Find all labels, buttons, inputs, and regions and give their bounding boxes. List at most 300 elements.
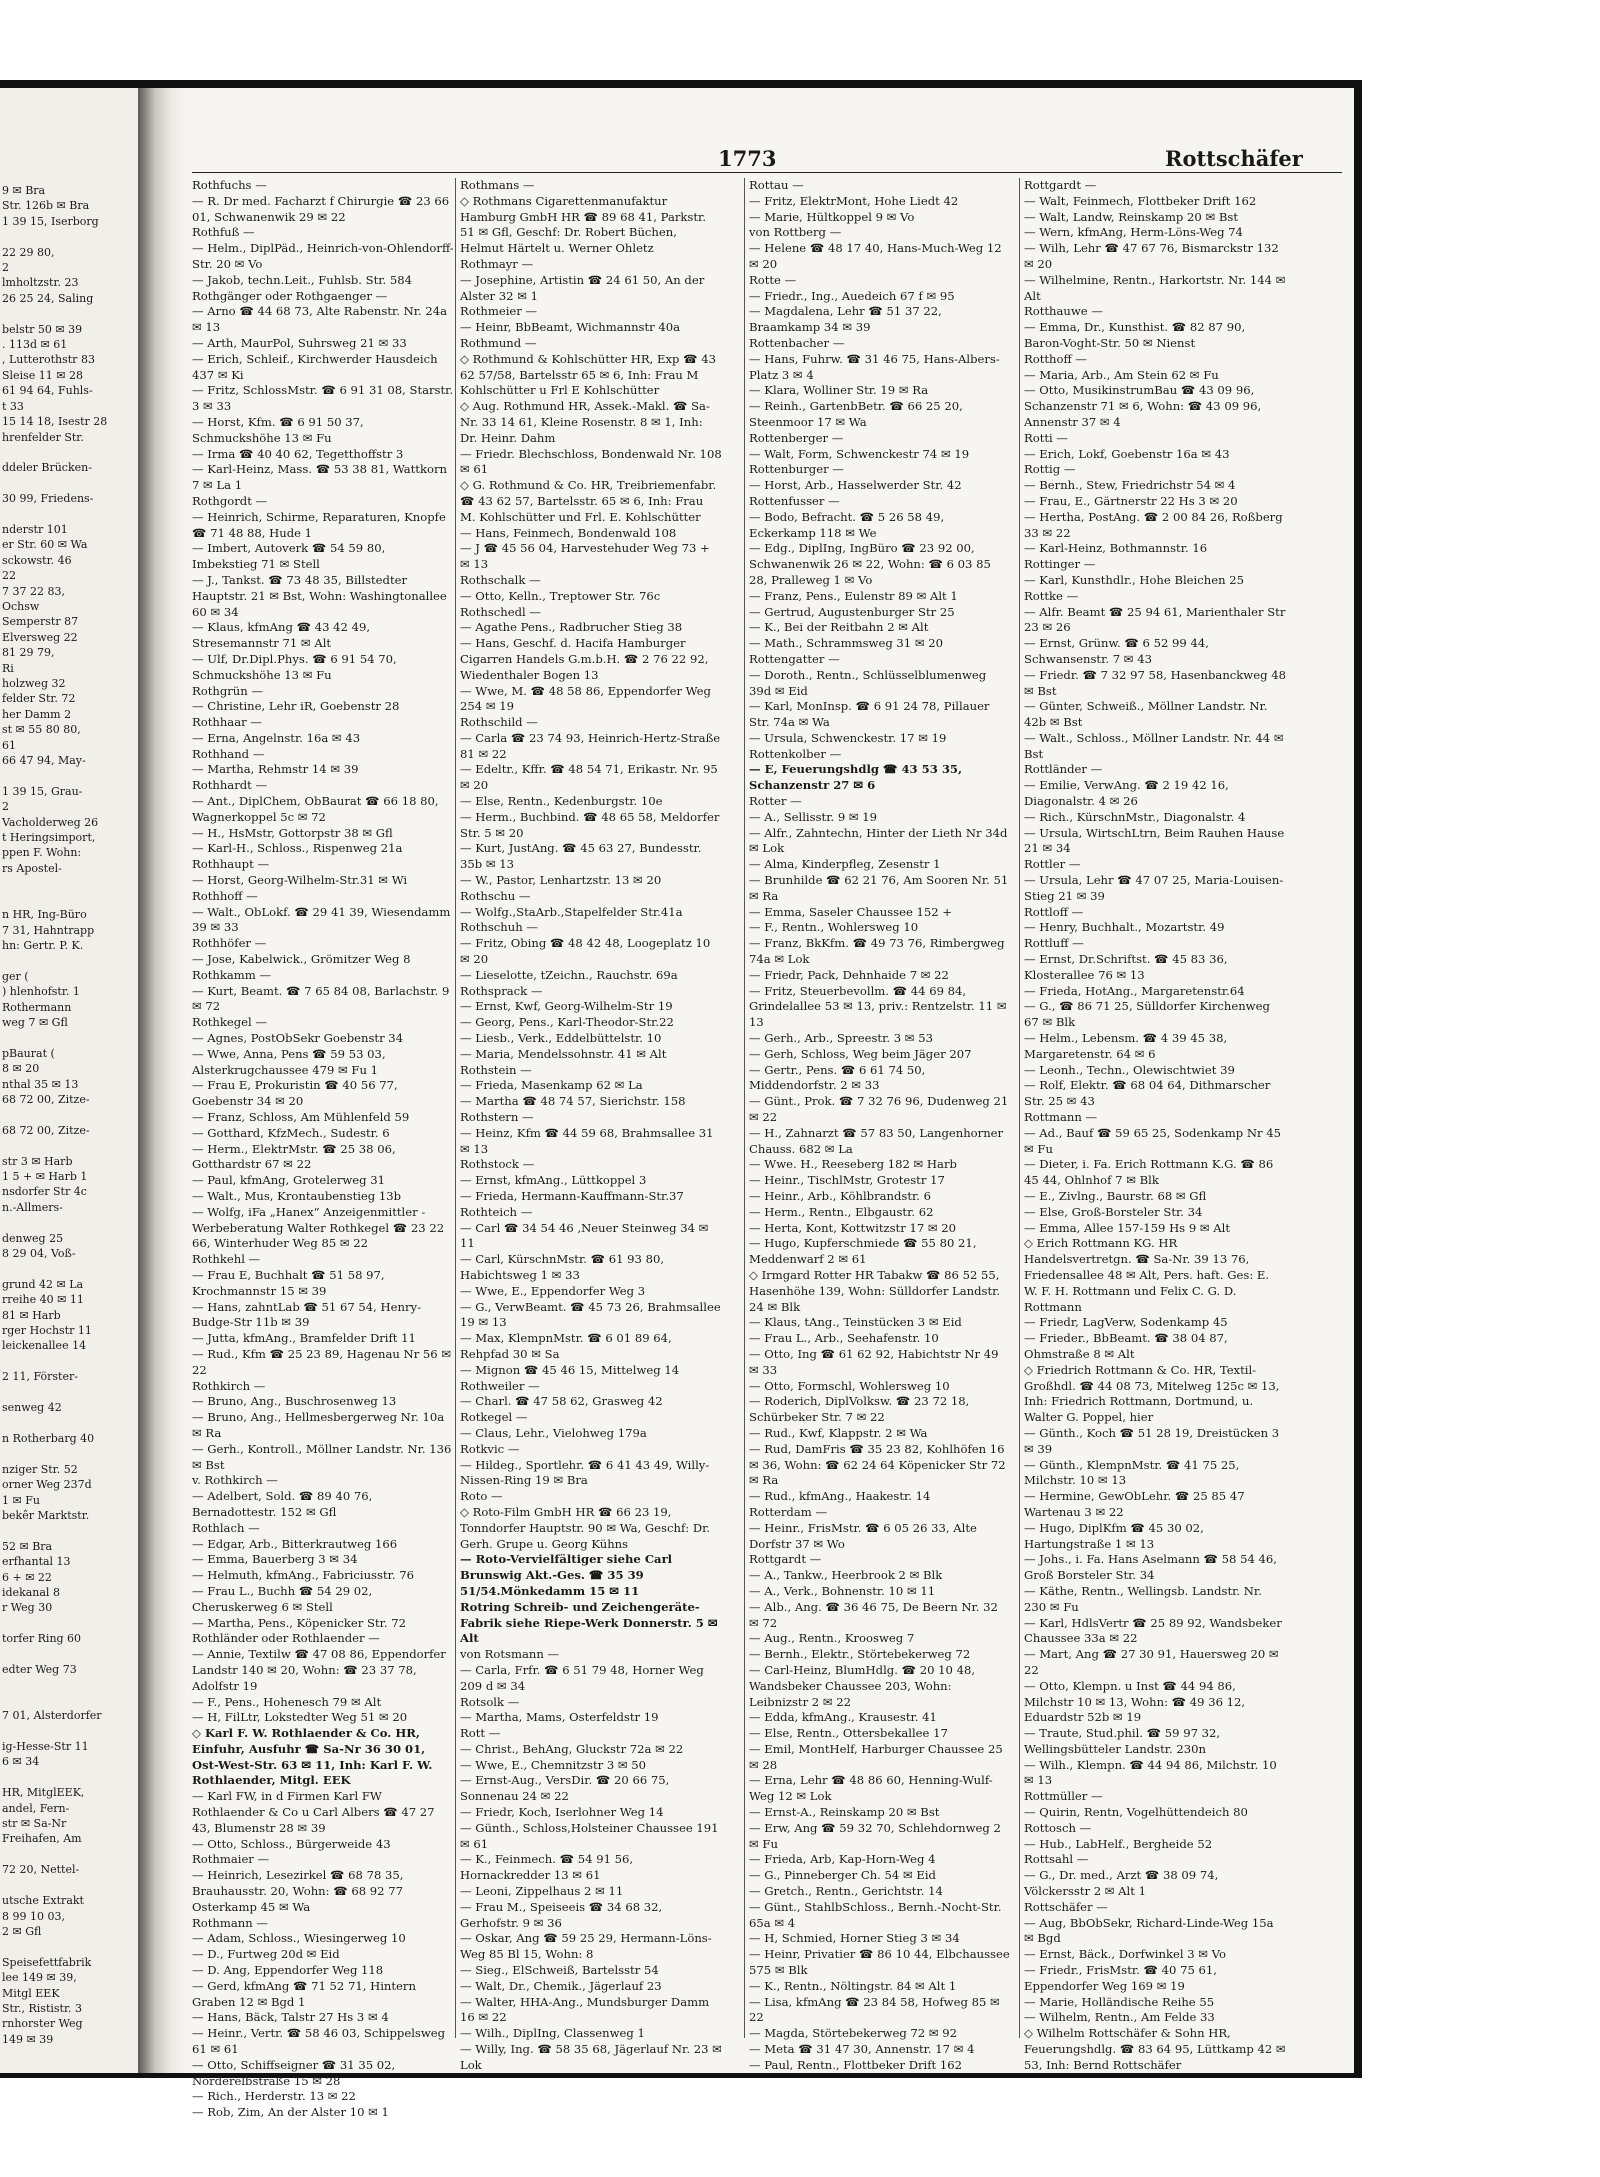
- directory-entry: — Walt, Feinmech, Flottbeker Drift 162: [1024, 193, 1257, 208]
- surname-heading: Rothgänger oder Rothgaenger —: [192, 288, 388, 303]
- directory-entry: — Math., Schrammsweg 31 ✉ 20: [749, 636, 944, 651]
- directory-entry: — Frau E, Buchhalt ☎ 51 58 97, Krochmannstr 15 ✉ 39: [192, 1267, 385, 1298]
- directory-entry: — Emilie, VerwAng. ☎ 2 19 42 16, Diagonalstr. 4 ✉ 26: [1024, 778, 1229, 809]
- directory-entry: — Johs., i. Fa. Hans Aselmann ☎ 58 54 46, Groß Borsteler Str. 34: [1024, 1552, 1277, 1583]
- directory-entry: — Heinr., Arb., Köhlbrandstr. 6: [749, 1189, 932, 1203]
- left-fragment-line: t 33: [2, 399, 24, 413]
- surname-heading: Rottinger —: [1024, 557, 1096, 572]
- directory-entry: — Roto-Vervielfältiger siehe Carl Brunswig Akt.-Ges. ☎ 35 39 51/54.Mönkedamm 15 ✉ 11: [460, 1552, 673, 1598]
- directory-entry: Rotring Schreib- und Zeichengeräte-Fabrik siehe Riepe-Werk Donnerstr. 5 ✉ Alt: [460, 1599, 718, 1646]
- directory-entry: — Oskar, Ang ☎ 59 25 29, Hermann-Löns-Weg 85 Bl 15, Wohn: 8: [460, 1931, 712, 1962]
- directory-entry: — Lisa, kfmAng ☎ 23 84 58, Hofweg 85 ✉ 22: [749, 1994, 1000, 2025]
- left-fragment-line: [2, 1939, 134, 1954]
- directory-entry: — Leonh., Techn., Olewischtwiet 39: [1024, 1062, 1235, 1077]
- left-fragment-line: 9 ✉ Bra: [2, 184, 46, 197]
- left-fragment-line: [2, 229, 134, 244]
- directory-entry: — H., Zahnarzt ☎ 57 83 50, Langenhorner Chauss. 682 ✉ La: [749, 1125, 1004, 1156]
- surname-heading: Rott —: [460, 1726, 501, 1741]
- left-fragment-line: [2, 1354, 134, 1369]
- directory-entry: — Heinr, BbBeamt, Wichmannstr 40a: [460, 320, 681, 335]
- surname-heading: Rothgrün —: [192, 683, 264, 698]
- left-fragment-line: senweg 42: [2, 1401, 62, 1415]
- directory-entry: — Carl, KürschnMstr. ☎ 61 93 80, Habichtsweg 1 ✉ 33: [460, 1252, 665, 1282]
- directory-entry: — Charl. ☎ 47 58 62, Grasweg 42: [460, 1394, 663, 1409]
- directory-entry: — Annie, Textilw ☎ 47 08 86, Eppendorfer Landstr 140 ✉ 20, Wohn: ☎ 23 37 78, Adolfstr 19: [192, 1647, 446, 1693]
- directory-entry: — Alma, Kinderpfleg, Zesenstr 1: [749, 857, 941, 872]
- left-fragment-line: bekêr Marktstr.: [2, 1508, 90, 1522]
- directory-entry: — Traute, Stud.phil. ☎ 59 97 32, Wellingsbütteler Landstr. 230n: [1024, 1726, 1221, 1756]
- directory-entry: — Else, Rentn., Ottersbekallee 17: [749, 1726, 948, 1741]
- directory-entry: — Rud., Kfm ☎ 25 23 89, Hagenau Nr 56 ✉ 22: [192, 1346, 452, 1377]
- directory-entry: — Horst, Kfm. ☎ 6 91 50 37, Schmuckshöhe 13 ✉ Fu: [192, 414, 364, 445]
- directory-entry: — Karl-H., Schloss., Rispenweg 21a: [192, 841, 403, 856]
- left-page-fragment: [0, 88, 138, 2073]
- directory-entry: — Max, KlempnMstr. ☎ 6 01 89 64, Rehpfad 30 ✉ Sa: [460, 1331, 672, 1361]
- directory-entry: — Günth., Koch ☎ 51 28 19, Dreistücken 3 ✉ 39: [1024, 1425, 1280, 1456]
- directory-entry: — Wwe. H., Reeseberg 182 ✉ Harb: [749, 1157, 957, 1172]
- surname-heading: Rothstock —: [460, 1157, 535, 1172]
- directory-entry: — Frieda, Masenkamp 62 ✉ La: [460, 1078, 643, 1093]
- left-fragment-line: 7 01, Alsterdorfer: [2, 1709, 102, 1723]
- left-fragment-line: nziger Str. 52: [2, 1462, 78, 1476]
- directory-entry: — Wern, kfmAng, Herm-Löns-Weg 74: [1024, 225, 1243, 240]
- directory-entry: — Franz, Schloss, Am Mühlenfeld 59: [192, 1110, 410, 1125]
- surname-heading: Rottke —: [1024, 588, 1079, 603]
- directory-entry: — Frieda, HotAng., Margaretenstr.64: [1024, 983, 1245, 998]
- left-fragment-line: 15 14 18, Isestr 28: [2, 415, 108, 429]
- surname-heading: Rothsprack —: [460, 983, 543, 998]
- surname-heading: Rottenbacher —: [749, 335, 845, 350]
- directory-entry: — Martha, Mams, Osterfeldstr 19: [460, 1710, 659, 1725]
- surname-heading: Rothschild —: [460, 715, 538, 730]
- left-page-text: [2, 183, 134, 2047]
- directory-entry: — Wwe, E., Chemnitzstr 3 ✉ 50: [460, 1757, 647, 1772]
- directory-entry: — Heinr., FrisMstr. ☎ 6 05 26 33, Alte Dorfstr 37 ✉ Wo: [749, 1520, 977, 1551]
- surname-heading: Rothmans —: [460, 178, 535, 192]
- directory-entry: — Walt., ObLokf. ☎ 29 41 39, Wiesendamm 39 ✉ 33: [192, 904, 451, 935]
- directory-entry: — Gertrud, Augustenburger Str 25: [749, 604, 955, 619]
- directory-entry: — Rich., KürschnMstr., Diagonalstr. 4: [1024, 809, 1246, 824]
- directory-entry: — Martha, Rehmstr 14 ✉ 39: [192, 762, 359, 777]
- directory-entry: ◇ Karl F. W. Rothlaender & Co. HR, Einfuhr, Ausfuhr ☎ Sa-Nr 36 30 01, Ost-West-Str. 63 ✉ 11, Inh: Karl F. W. Rothlaender, Mitgl. EEK: [192, 1726, 433, 1788]
- directory-entry: — J ☎ 45 56 04, Harvestehuder Weg 73 + ✉ 13: [460, 541, 710, 572]
- left-fragment-line: belstr 50 ✉ 39: [2, 322, 83, 336]
- directory-entry: — Erna, Lehr ☎ 48 86 60, Henning-Wulf-Weg 12 ✉ Lok: [749, 1773, 993, 1804]
- directory-entry: — Paul, Rentn., Flottbeker Drift 162: [749, 2057, 963, 2072]
- directory-entry: — Friedr, Pack, Dehnhaide 7 ✉ 22: [749, 967, 949, 982]
- directory-entry: — Ernst, Bäck., Dorfwinkel 3 ✉ Vo: [1024, 1947, 1226, 1962]
- directory-entry: — Otto, MusikinstrumBau ☎ 43 09 96, Schanzenstr 71 ✉ 6, Wohn: ☎ 43 09 96, Annenstr 37 ✉ 4: [1024, 383, 1262, 429]
- directory-entry: — Franz, BkKfm. ☎ 49 73 76, Rimbergweg 74a ✉ Lok: [749, 936, 1005, 967]
- left-fragment-line: idekanal 8: [2, 1585, 60, 1599]
- left-fragment-line: nderstr 101: [2, 522, 68, 536]
- left-fragment-line: 6 + ✉ 22: [2, 1570, 52, 1584]
- directory-entry: — Paul, kfmAng, Grotelerweg 31: [192, 1173, 386, 1188]
- directory-entry: — Henry, Buchhalt., Mozartstr. 49: [1024, 920, 1225, 935]
- surname-heading: Rothmann —: [192, 1915, 268, 1930]
- left-fragment-line: utsche Extrakt: [2, 1894, 84, 1908]
- directory-entry: — Maria, Arb., Am Stein 62 ✉ Fu: [1024, 367, 1219, 382]
- surname-heading: Rotthauwe —: [1024, 304, 1103, 319]
- directory-entry: — Gretch., Rentn., Gerichtstr. 14: [749, 1884, 943, 1899]
- directory-entry: — Friedr. ☎ 7 32 97 58, Hasenbanckweg 48 ✉ Bst: [1024, 667, 1286, 698]
- surname-heading: Rothkegel —: [192, 1015, 267, 1030]
- left-fragment-line: Ochsw: [2, 599, 40, 613]
- directory-entry: — Mignon ☎ 45 46 15, Mittelweg 14: [460, 1362, 680, 1377]
- left-fragment-line: [2, 892, 134, 907]
- directory-entry: — Leoni, Zippelhaus 2 ✉ 11: [460, 1884, 624, 1899]
- left-fragment-line: [2, 1416, 134, 1431]
- left-fragment-line: n HR, Ing-Büro: [2, 908, 87, 922]
- surname-heading: Rothhöfer —: [192, 936, 267, 951]
- left-fragment-line: nthal 35 ✉ 13: [2, 1077, 79, 1091]
- left-fragment-line: 81 29 79,: [2, 646, 55, 660]
- left-fragment-line: holzweg 32: [2, 677, 66, 690]
- left-fragment-line: 22: [2, 569, 16, 583]
- directory-entry: — Josephine, Artistin ☎ 24 61 50, An der Alster 32 ✉ 1: [460, 272, 705, 303]
- left-fragment-line: [2, 507, 134, 522]
- left-fragment-line: 7 37 22 83,: [2, 584, 65, 598]
- left-fragment-line: 61 94 64, Fuhls-: [2, 384, 93, 398]
- surname-heading: Rotsolk —: [460, 1694, 520, 1709]
- directory-entry: — Wilh, Lehr ☎ 47 67 76, Bismarckstr 132 ✉ 20: [1024, 241, 1279, 271]
- directory-entry: — Meta ☎ 31 47 30, Annenstr. 17 ✉ 4: [749, 2042, 975, 2057]
- left-fragment-line: 68 72 00, Zitze-: [2, 1092, 90, 1106]
- left-fragment-line: 68 72 00, Zitze-: [2, 1123, 90, 1137]
- left-fragment-line: [2, 1677, 134, 1692]
- left-fragment-line: [2, 768, 134, 783]
- directory-entry: — Helene ☎ 48 17 40, Hans-Much-Weg 12 ✉ 20: [749, 241, 1002, 271]
- left-fragment-line: st ✉ 55 80 80,: [2, 723, 81, 737]
- directory-entry: — D. Ang, Eppendorfer Weg 118: [192, 1963, 384, 1978]
- directory-entry: — Karl, MonInsp. ☎ 6 91 24 78, Pillauer Str. 74a ✉ Wa: [749, 699, 990, 730]
- directory-entry: — Ernst-Aug., VersDir. ☎ 20 66 75, Sonnenau 24 ✉ 22: [460, 1773, 670, 1804]
- surname-heading: Rotter —: [749, 794, 802, 809]
- directory-entry: — Günt., Prok. ☎ 7 32 76 96, Dudenweg 21 ✉ 22: [749, 1094, 1009, 1125]
- directory-entry: — Ernst, Kwf, Georg-Wilhelm-Str 19: [460, 999, 673, 1014]
- left-fragment-line: [2, 445, 134, 460]
- surname-heading: Rothfuß —: [192, 225, 255, 240]
- left-fragment-line: 8 ✉ 20: [2, 1062, 40, 1076]
- surname-heading: Rottenfusser —: [749, 493, 840, 508]
- directory-entry: — Dieter, i. Fa. Erich Rottmann K.G. ☎ 86 45 44, Ohlnhof 7 ✉ Blk: [1024, 1157, 1274, 1188]
- directory-entry: — Helm., DiplPäd., Heinrich-von-Ohlendorff-Str. 20 ✉ Vo: [192, 241, 454, 271]
- directory-entry: — Georg, Pens., Karl-Theodor-Str.22: [460, 1015, 674, 1030]
- directory-entry: — Herm., Rentn., Elbgaustr. 62: [749, 1204, 934, 1219]
- directory-entry: — Magda, Störtebekerweg 72 ✉ 92: [749, 2026, 958, 2041]
- directory-entry: — Alb., Ang. ☎ 36 46 75, De Beern Nr. 32 ✉ 72: [749, 1599, 998, 1630]
- left-fragment-line: 26 25 24, Saling: [2, 291, 94, 305]
- surname-heading: Rotkegel —: [460, 1410, 528, 1425]
- directory-entry: — Ernst, kfmAng., Lüttkoppel 3: [460, 1173, 647, 1188]
- directory-entry: — Ernst-A., Reinskamp 20 ✉ Bst: [749, 1805, 940, 1820]
- directory-entry: — Arno ☎ 44 68 73, Alte Rabenstr. Nr. 24a ✉ 13: [192, 304, 448, 335]
- directory-entry: — Wwe, E., Eppendorfer Weg 3: [460, 1283, 646, 1298]
- surname-heading: Rothschuh —: [460, 920, 538, 935]
- directory-entry: — Bruno, Ang., Buschrosenweg 13: [192, 1394, 397, 1409]
- directory-entry: — Hub., LabHelf., Bergheide 52: [1024, 1836, 1213, 1851]
- directory-entry: — K., Feinmech. ☎ 54 91 56, Hornackredder 13 ✉ 61: [460, 1852, 634, 1883]
- directory-entry: — Otto, Schloss., Bürgerweide 43: [192, 1836, 391, 1851]
- directory-entry: — Klara, Wolliner Str. 19 ✉ Ra: [749, 383, 929, 398]
- directory-entry: — Frau E, Prokuristin ☎ 40 56 77, Goebenstr 34 ✉ 20: [192, 1078, 398, 1109]
- directory-entry: — Herm., Buchbind. ☎ 48 65 58, Meldorfer Str. 5 ✉ 20: [460, 809, 720, 840]
- directory-entry: — Frieda, Hermann-Kauffmann-Str.37: [460, 1189, 684, 1203]
- surname-heading: Rothmayr —: [460, 256, 534, 271]
- directory-entry: — Karl, Kunsthdlr., Hohe Bleichen 25: [1024, 572, 1244, 587]
- left-fragment-line: 1 39 15, Grau-: [2, 784, 83, 798]
- directory-entry: — Edeltr., Kffr. ☎ 48 54 71, Erikastr. Nr. 95 ✉ 20: [460, 762, 718, 793]
- directory-entry: — Brunhilde ☎ 62 21 76, Am Sooren Nr. 51 ✉ Ra: [749, 873, 1009, 903]
- directory-entry: — Agnes, PostObSekr Goebenstr 34: [192, 1031, 404, 1046]
- directory-entry: — Erna, Angelnstr. 16a ✉ 43: [192, 730, 361, 745]
- directory-entry: — Hans, Bäck, Talstr 27 Hs 3 ✉ 4: [192, 2010, 389, 2025]
- left-fragment-line: Str. 126b ✉ Bra: [2, 199, 90, 213]
- surname-heading: Rothlach —: [192, 1520, 260, 1535]
- left-fragment-line: [2, 1647, 134, 1662]
- directory-entry: — Emma, Bauerberg 3 ✉ 34: [192, 1552, 358, 1567]
- directory-entry: — Arth, MaurPol, Suhrsweg 21 ✉ 33: [192, 335, 407, 350]
- surname-heading: Rothmaier —: [192, 1852, 270, 1867]
- left-fragment-line: 2: [2, 800, 9, 814]
- directory-entry: — Ad., Bauf ☎ 59 65 25, Sodenkamp Nr 45 ✉ Fu: [1024, 1125, 1281, 1156]
- column-divider: [1019, 178, 1020, 2038]
- left-fragment-line: 8 99 10 03,: [2, 1909, 65, 1923]
- directory-entry: — Karl FW, in d Firmen Karl FW Rothlaender & Co u Carl Albers ☎ 47 27 43, Blumenstr 28 ✉ 39: [192, 1789, 435, 1835]
- directory-entry: — Heinrich, Lesezirkel ☎ 68 78 35, Brauhausstr. 20, Wohn: ☎ 68 92 77 Osterkamp 45 ✉ Wa: [192, 1868, 404, 1914]
- left-fragment-line: leickenallee 14: [2, 1339, 87, 1353]
- left-fragment-line: 1 ✉ Fu: [2, 1493, 40, 1507]
- left-fragment-line: [2, 1523, 134, 1538]
- directory-entry: — Gerh., Kontroll., Möllner Landstr. Nr. 136 ✉ Bst: [192, 1441, 452, 1472]
- directory-entry: — Hans, Feinmech, Bondenwald 108: [460, 525, 677, 540]
- directory-entry: — Maria, Mendelssohnstr. 41 ✉ Alt: [460, 1046, 667, 1061]
- directory-entry: — Franz, Pens., Eulenstr 89 ✉ Alt 1: [749, 588, 958, 603]
- directory-entry: — F., Rentn., Wohlersweg 10: [749, 920, 919, 935]
- directory-entry: — Carl-Heinz, BlumHdlg. ☎ 20 10 48, Wandsbeker Chaussee 203, Wohn: Leibnizstr 2 ✉ 22: [749, 1662, 976, 1709]
- left-fragment-line: 2: [2, 261, 9, 275]
- left-fragment-line: [2, 476, 134, 491]
- left-fragment-line: grund 42 ✉ La: [2, 1277, 84, 1291]
- left-fragment-line: 22 29 80,: [2, 245, 55, 259]
- directory-entry: ◇ Aug. Rothmund HR, Assek.-Makl. ☎ Sa-Nr. 33 14 61, Kleine Rosenstr. 8 ✉ 1, Inh: Dr. Heinr. Dahm: [460, 399, 710, 445]
- left-fragment-line: edter Weg 73: [2, 1663, 77, 1676]
- surname-heading: von Rottberg —: [749, 225, 842, 240]
- surname-heading: Rothstern —: [460, 1110, 534, 1125]
- directory-entry: — Karl-Heinz, Bothmannstr. 16: [1024, 541, 1208, 556]
- directory-entry: — Frau M., Speiseeis ☎ 34 68 32, Gerhofstr. 9 ✉ 36: [460, 1899, 663, 1930]
- directory-entry: — Mart, Ang ☎ 27 30 91, Hauersweg 20 ✉ 22: [1024, 1647, 1279, 1677]
- directory-entry: — Hans, Geschf. d. Hacifa Hamburger Cigarren Handels G.m.b.H. ☎ 2 76 22 92, Wiedenthaler Bogen 13: [460, 636, 709, 682]
- surname-heading: Rottsahl —: [1024, 1852, 1089, 1867]
- directory-entry: — Gerh, Schloss, Weg beim Jäger 207: [749, 1046, 972, 1061]
- left-fragment-line: ppen F. Wohn:: [2, 846, 82, 860]
- directory-entry: — Hugo, DiplKfm ☎ 45 30 02, Hartungstraße 1 ✉ 13: [1024, 1520, 1204, 1551]
- surname-heading: Rothmeier —: [460, 304, 538, 319]
- left-fragment-line: Semperstr 87: [2, 615, 79, 629]
- left-fragment-line: 2 ✉ Gfl: [2, 1924, 42, 1938]
- directory-column-2: [460, 178, 722, 2072]
- left-fragment-line: pBaurat (: [2, 1046, 55, 1060]
- directory-entry: — Friedr, Koch, Iserlohner Weg 14: [460, 1805, 664, 1820]
- surname-heading: Rottgardt —: [749, 1552, 822, 1567]
- directory-entry: — Wilh., Klempn. ☎ 44 94 86, Milchstr. 10 ✉ 13: [1024, 1757, 1277, 1788]
- directory-entry: — Fritz, ElektrMont, Hohe Liedt 42: [749, 193, 959, 208]
- left-fragment-line: [2, 1616, 134, 1631]
- left-fragment-line: torfer Ring 60: [2, 1632, 82, 1646]
- left-fragment-line: rger Hochstr 11: [2, 1324, 92, 1338]
- page-number: 1773: [718, 146, 777, 171]
- surname-heading: Rothhaar —: [192, 715, 262, 730]
- directory-entry: — Friedr. Blechschloss, Bondenwald Nr. 108 ✉ 61: [460, 446, 722, 477]
- directory-entry: — Edg., DiplIng, IngBüro ☎ 23 92 00, Schwanenwik 26 ✉ 22, Wohn: ☎ 6 03 85 28, Pralleweg 1 ✉ Vo: [749, 541, 991, 587]
- directory-entry: — Hugo, Kupferschmiede ☎ 55 80 21, Meddenwarf 2 ✉ 61: [749, 1236, 977, 1267]
- directory-entry: — Ursula, Schwenckestr. 17 ✉ 19: [749, 730, 947, 745]
- surname-heading: Roto —: [460, 1489, 503, 1504]
- directory-entry: — Marie, Holländische Reihe 55: [1024, 1994, 1215, 2009]
- directory-entry: — Bodo, Befracht. ☎ 5 26 58 49, Eckerkamp 118 ✉ We: [749, 509, 945, 540]
- left-fragment-line: rs Apostel-: [2, 861, 62, 875]
- directory-entry: — Walt, Landw, Reinskamp 20 ✉ Bst: [1024, 209, 1238, 224]
- directory-entry: — G., VerwBeamt. ☎ 45 73 26, Brahmsallee 19 ✉ 13: [460, 1299, 721, 1330]
- directory-entry: — R. Dr med. Facharzt f Chirurgie ☎ 23 66 01, Schwanenwik 29 ✉ 22: [192, 193, 450, 224]
- directory-entry: — Kurt, Beamt. ☎ 7 65 84 08, Barlachstr. 9 ✉ 72: [192, 983, 450, 1014]
- directory-entry: — Ursula, WirtschLtrn, Beim Rauhen Hause 21 ✉ 34: [1024, 825, 1285, 856]
- surname-heading: Rottländer —: [1024, 762, 1103, 777]
- left-fragment-line: [2, 1446, 134, 1461]
- surname-heading: Rothländer oder Rothlaender —: [192, 1631, 380, 1646]
- surname-heading: Rothschu —: [460, 888, 531, 903]
- directory-entry: — Imbert, Autoverk ☎ 54 59 80, Imbekstieg 71 ✉ Stell: [192, 541, 386, 572]
- column-divider: [744, 178, 745, 2038]
- directory-entry: — Horst, Georg-Wilhelm-Str.31 ✉ Wi: [192, 873, 408, 888]
- directory-entry: — Karl-Heinz, Mass. ☎ 53 38 81, Wattkorn 7 ✉ La 1: [192, 462, 447, 493]
- directory-entry: — Martha ☎ 48 74 57, Sierichstr. 158: [460, 1094, 686, 1109]
- left-fragment-line: her Damm 2: [2, 707, 72, 721]
- surname-heading: Rothweiler —: [460, 1378, 540, 1393]
- directory-entry: — Frieda, Arb, Kap-Horn-Weg 4: [749, 1852, 936, 1867]
- left-fragment-line: hrenfelder Str.: [2, 430, 84, 444]
- surname-heading: Rottenburger —: [749, 462, 844, 477]
- left-fragment-line: [2, 953, 134, 968]
- directory-entry: — Else, Rentn., Kedenburgstr. 10e: [460, 794, 663, 809]
- surname-heading: Rotte —: [749, 272, 797, 287]
- left-fragment-line: 66 47 94, May-: [2, 754, 86, 768]
- directory-entry: — K., Rentn., Nöltingstr. 84 ✉ Alt 1: [749, 1978, 957, 1993]
- directory-entry: — Roderich, DiplVolksw. ☎ 23 72 18, Schürbeker Str. 7 ✉ 22: [749, 1394, 970, 1425]
- directory-entry: — D., Furtweg 20d ✉ Eid: [192, 1947, 340, 1962]
- directory-entry: — K., Bei der Reitbahn 2 ✉ Alt: [749, 620, 929, 635]
- directory-entry: — Rob, Zim, An der Alster 10 ✉ 1: [192, 2105, 389, 2120]
- directory-entry: — Ant., DiplChem, ObBaurat ☎ 66 18 80, Wagnerkoppel 5c ✉ 72: [192, 794, 439, 824]
- surname-heading: Rotkvic —: [460, 1441, 520, 1456]
- directory-entry: — E, Feuerungshdlg ☎ 43 53 35, Schanzenstr 27 ✉ 6: [749, 762, 962, 793]
- directory-entry: — Frau L., Buchh ☎ 54 29 02, Cheruskerweg 6 ✉ Stell: [192, 1583, 373, 1614]
- directory-entry: — Wolfg, iFa „Hanex“ Anzeigenmittler - Werbeberatung Walter Rothkegel ☎ 23 22 66, Winterhuder Weg 85 ✉ 22: [192, 1204, 445, 1251]
- directory-entry: — Claus, Lehr., Vielohweg 179a: [460, 1425, 647, 1440]
- left-fragment-line: n.-Allmers-: [2, 1200, 63, 1214]
- left-fragment-line: [2, 1261, 134, 1276]
- left-fragment-line: HR, MitglEEK,: [2, 1786, 85, 1800]
- left-fragment-line: 149 ✉ 39: [2, 2032, 54, 2046]
- directory-entry: — Karl, HdlsVertr ☎ 25 89 92, Wandsbeker Chaussee 33a ✉ 22: [1024, 1615, 1282, 1646]
- directory-entry: — Magdalena, Lehr ☎ 51 37 22, Braamkamp 34 ✉ 39: [749, 304, 942, 335]
- surname-heading: Rotti —: [1024, 430, 1069, 445]
- directory-entry: — Emil, MontHelf, Harburger Chaussee 25 ✉ 28: [749, 1741, 1003, 1772]
- directory-column-3: [749, 178, 1011, 2072]
- directory-entry: — Erw, Ang ☎ 59 32 70, Schlehdornweg 2 ✉ Fu: [749, 1820, 1001, 1851]
- directory-entry: — A., Verk., Bohnenstr. 10 ✉ 11: [749, 1583, 936, 1598]
- left-fragment-line: [2, 1693, 134, 1708]
- directory-entry: — Christine, Lehr iR, Goebenstr 28: [192, 699, 400, 714]
- left-fragment-line: 7 31, Hahntrapp: [2, 923, 95, 937]
- directory-entry: — Hans, zahntLab ☎ 51 67 54, Henry-Budge-Str 11b ✉ 39: [192, 1299, 421, 1330]
- directory-entry: — Adam, Schloss., Wiesingerweg 10: [192, 1931, 406, 1946]
- directory-entry: — Jose, Kabelwick., Grömitzer Weg 8: [192, 952, 411, 967]
- surname-heading: Rothschedl —: [460, 604, 542, 619]
- directory-entry: — G., Pinneberger Ch. 54 ✉ Eid: [749, 1868, 936, 1883]
- directory-entry: — Adelbert, Sold. ☎ 89 40 76, Bernadottestr. 152 ✉ Gfl: [192, 1489, 373, 1519]
- directory-entry: — Irma ☎ 40 40 62, Tegetthoffstr 3: [192, 446, 404, 461]
- left-fragment-line: 52 ✉ Bra: [2, 1539, 53, 1553]
- left-fragment-line: nsdorfer Str 4c: [2, 1185, 87, 1199]
- surname-heading: Rothteich —: [460, 1204, 533, 1219]
- left-fragment-line: erfhantal 13: [2, 1555, 71, 1569]
- directory-entry: — Heinrich, Schirme, Reparaturen, Knopfe ☎ 71 48 88, Hude 1: [192, 509, 446, 540]
- directory-entry: — Rud., Kwf, Klappstr. 2 ✉ Wa: [749, 1425, 928, 1440]
- directory-entry: — Ulf, Dr.Dipl.Phys. ☎ 6 91 54 70, Schmuckshöhe 13 ✉ Fu: [192, 651, 397, 682]
- surname-heading: Rottmüller —: [1024, 1789, 1103, 1804]
- surname-heading: Rottloff —: [1024, 904, 1084, 919]
- directory-entry: — Ursula, Lehr ☎ 47 07 25, Maria-Louisen-Stieg 21 ✉ 39: [1024, 873, 1284, 903]
- surname-heading: Rothhaupt —: [192, 857, 270, 872]
- left-fragment-line: andel, Fern-: [2, 1801, 70, 1815]
- left-fragment-line: [2, 1878, 134, 1893]
- left-fragment-line: weg 7 ✉ Gfl: [2, 1015, 68, 1029]
- left-fragment-line: ger (: [2, 969, 29, 983]
- surname-heading: Rothhardt —: [192, 778, 268, 793]
- left-fragment-line: str ✉ Sa-Nr: [2, 1817, 67, 1831]
- left-fragment-line: [2, 1724, 134, 1739]
- directory-entry: — Rich., Herderstr. 13 ✉ 22: [192, 2089, 356, 2104]
- directory-entry: — Helmuth, kfmAng., Fabriciusstr. 76: [192, 1568, 415, 1583]
- directory-entry: — Sieg., ElSchweiß, Bartelsstr 54: [460, 1963, 659, 1978]
- directory-entry: ◇ Rothmund & Kohlschütter HR, Exp ☎ 43 62 57/58, Bartelsstr 65 ✉ 6, Inh: Frau M Kohlschütter u Frl E Kohlschütter: [460, 351, 716, 398]
- directory-entry: — Emma, Saseler Chaussee 152 +: [749, 904, 953, 919]
- directory-entry: — Rolf, Elektr. ☎ 68 04 64, Dithmarscher Str. 25 ✉ 43: [1024, 1078, 1271, 1109]
- surname-heading: Rottmann —: [1024, 1110, 1098, 1125]
- directory-entry: — Wilhelmine, Rentn., Harkortstr. Nr. 144 ✉ Alt: [1024, 272, 1286, 303]
- column-divider: [455, 178, 456, 2038]
- directory-entry: — Emma, Allee 157-159 Hs 9 ✉ Alt: [1024, 1220, 1231, 1235]
- directory-entry: — Heinr., TischlMstr, Grotestr 17: [749, 1173, 945, 1188]
- directory-entry: — F., Pens., Hohenesch 79 ✉ Alt: [192, 1694, 382, 1709]
- directory-entry: — Wilh., DiplIng, Classenweg 1: [460, 2026, 645, 2041]
- directory-entry: ◇ Irmgard Rotter HR Tabakw ☎ 86 52 55, Hasenhöhe 139, Wohn: Sülldorfer Landstr. 24 ✉ Blk: [749, 1267, 1001, 1314]
- directory-entry: — Ernst, Dr.Schriftst. ☎ 45 83 36, Klosterallee 76 ✉ 13: [1024, 952, 1228, 982]
- directory-entry: — Gertr., Pens. ☎ 6 61 74 50, Middendorfstr. 2 ✉ 33: [749, 1062, 926, 1093]
- left-fragment-line: orner Weg 237d: [2, 1478, 92, 1492]
- surname-heading: von Rotsmann —: [460, 1647, 560, 1662]
- directory-entry: — Else, Groß-Borsteler Str. 34: [1024, 1204, 1203, 1219]
- directory-entry: — G., ☎ 86 71 25, Sülldorfer Kirchenweg 67 ✉ Blk: [1024, 999, 1270, 1030]
- directory-entry: ◇ Erich Rottmann KG. HR Handelsvertretgn. ☎ Sa-Nr. 39 13 76, Friedensallee 48 ✉ Alt, Pers. haft. Ges: E. W. F. H. Rottmann und Felix C. G. D. Rottmann: [1024, 1236, 1270, 1314]
- directory-entry: — Doroth., Rentn., Schlüsselblumenweg 39d ✉ Eid: [749, 667, 987, 698]
- left-fragment-line: Ri: [2, 661, 14, 675]
- left-fragment-line: [2, 1847, 134, 1862]
- directory-entry: — Friedr, LagVerw, Sodenkamp 45: [1024, 1315, 1228, 1330]
- directory-entry: — Alfr. Beamt ☎ 25 94 61, Marienthaler Str 23 ✉ 26: [1024, 604, 1286, 635]
